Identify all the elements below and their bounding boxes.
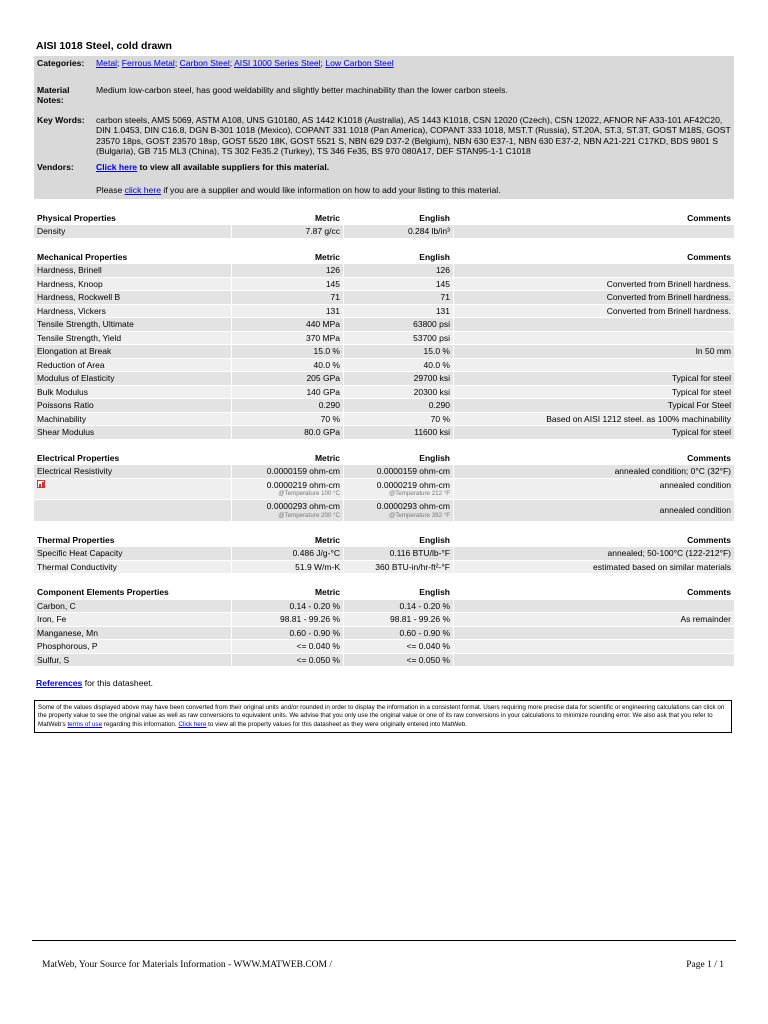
metric-value[interactable]: 145: [231, 278, 343, 291]
info-panel: [34, 56, 734, 199]
table-header: [34, 450, 734, 465]
english-value[interactable]: 0.284 lb/in³: [343, 225, 453, 238]
table-row[interactable]: [34, 278, 734, 291]
english-value[interactable]: 0.0000159 ohm-cm: [343, 465, 453, 478]
footer-divider: [32, 940, 736, 941]
keywords-row: [34, 113, 734, 159]
metric-value[interactable]: 0.290: [231, 399, 343, 412]
metric-value[interactable]: 440 MPa: [231, 318, 343, 331]
english-value[interactable]: 145: [343, 278, 453, 291]
english-header: English: [343, 450, 453, 465]
property-name: Carbon, C: [34, 600, 231, 613]
chart-icon[interactable]: [37, 480, 45, 488]
keywords-text: carbon steels, AMS 5069, ASTM A108, UNS G10180, AS 1442 K1018 (Australia), AS 1443 K1018, CSN 12020 (Czech), CSN 12022, AFNOR NF A33-101 AF42C20, DIN 1.0453, DIN C16.8, DGN B-301 1018 (Mexico), COPANT 331 1018 (Pan America), COPANT 333 1018, MST.T (Russia), ST.20A, ST.3, ST.3T, GOST M18S, GOST 23570 18ps, GOST 23570 18sp, GOST 5520 18K, GOST 5521 S, NBN 629 D37-2 (Belgium), NBN 630 E37-1, NBN 630 E37-2, NBN A21-221 C17KD, BDS 9801 S (Bulgaria), GB 715 ML3 (China), TS 302 Fe35.2 (Turkey), TS 346 Fe35, BS 970 080A17, DEF STAN95-1-1 C1018: [96, 114, 731, 156]
property-name: Specific Heat Capacity: [34, 547, 231, 560]
comment: annealed condition; 0°C (32°F): [453, 465, 734, 478]
metric-value[interactable]: 370 MPa: [231, 332, 343, 345]
table-row[interactable]: [34, 291, 734, 304]
english-value[interactable]: 20300 ksi: [343, 386, 453, 399]
metric-condition: @Temperature 100 °C: [278, 490, 340, 497]
metric-value[interactable]: 98.81 - 99.26 %: [231, 613, 343, 626]
comment: [453, 654, 734, 667]
english-value[interactable]: <= 0.050 %: [343, 654, 453, 667]
metric-value[interactable]: 0.0000219 ohm-cm: [266, 479, 340, 490]
table-header: [34, 249, 734, 264]
english-value[interactable]: <= 0.040 %: [343, 640, 453, 653]
supplier-row: [34, 183, 734, 199]
table-row[interactable]: [34, 264, 734, 277]
table-row[interactable]: [34, 413, 734, 426]
category-link-low-carbon[interactable]: Low Carbon Steel: [325, 58, 394, 68]
english-value[interactable]: 98.81 - 99.26 %: [343, 613, 453, 626]
property-name: Tensile Strength, Ultimate: [34, 318, 231, 331]
metric-header: Metric: [231, 210, 343, 225]
english-value[interactable]: 131: [343, 305, 453, 318]
english-value[interactable]: 40.0 %: [343, 359, 453, 372]
comments-header: Comments: [453, 210, 734, 225]
disclaimer-text-3: to view all the property values for this datasheet as they were originally entered into MatWeb.: [206, 720, 468, 728]
footer-page-number: Page 1 / 1: [686, 960, 724, 970]
english-value[interactable]: 29700 ksi: [343, 372, 453, 385]
vendors-text: to view all available suppliers for this material.: [137, 161, 330, 172]
thermal-properties-table: [34, 531, 734, 575]
comment: annealed; 50-100°C (122-212°F): [453, 547, 734, 560]
footer-source: MatWeb, Your Source for Materials Information - WWW.MATWEB.COM /: [42, 960, 332, 970]
comments-header: Comments: [453, 249, 734, 264]
table-row[interactable]: [34, 600, 734, 613]
metric-value[interactable]: <= 0.050 %: [231, 654, 343, 667]
english-value[interactable]: 53700 psi: [343, 332, 453, 345]
property-name: Phosphorous, P: [34, 640, 231, 653]
property-name: Tensile Strength, Yield: [34, 332, 231, 345]
electrical-properties-table: [34, 449, 734, 522]
property-name: Bulk Modulus: [34, 386, 231, 399]
metric-value[interactable]: 126: [231, 264, 343, 277]
table-header: [34, 584, 734, 599]
comments-header: Comments: [453, 450, 734, 465]
category-link-metal[interactable]: Metal: [96, 58, 118, 68]
property-name: Poissons Ratio: [34, 399, 231, 412]
property-name: Machinability: [34, 413, 231, 426]
english-value[interactable]: 126: [343, 264, 453, 277]
property-name: Hardness, Rockwell B: [34, 291, 231, 304]
table-row[interactable]: [34, 372, 734, 385]
disclaimer-text-1: Some of the values displayed above may have been converted from their original units and/or rounded in order to display the information in a consistent format. Users requiring more precise data for scientific or engineering calculations can click on the property value to see the original value as well as raw conversions to equivalent units. We advise that you only use the original value or one of its raw conversions in your calculations to minimize rounding error. We also ask that you refer to MatWeb's: [38, 704, 725, 728]
comments-header: Comments: [453, 532, 734, 547]
categories-list: Metal; Ferrous Metal; Carbon Steel; AISI 1000 Series Steel; Low Carbon Steel: [96, 58, 394, 68]
disclaimer-text-2: regarding this information.: [102, 720, 179, 728]
english-value[interactable]: 70 %: [343, 413, 453, 426]
table-row[interactable]: [34, 561, 734, 574]
supplier-link[interactable]: click here: [124, 185, 161, 195]
english-header: English: [343, 249, 453, 264]
property-name: Modulus of Elasticity: [34, 372, 231, 385]
table-row[interactable]: [34, 305, 734, 318]
english-value[interactable]: 0.0000219 ohm-cm: [376, 479, 450, 490]
english-value[interactable]: 360 BTU-in/hr-ft²-°F: [343, 561, 453, 574]
category-link-aisi-1000[interactable]: AISI 1000 Series Steel: [234, 58, 321, 68]
section-heading: Physical Properties: [34, 210, 231, 225]
metric-value[interactable]: 131: [231, 305, 343, 318]
property-name: [34, 500, 231, 521]
comment: annealed condition: [453, 500, 734, 521]
physical-properties-table: [34, 209, 734, 239]
references-line: [36, 678, 734, 688]
english-value[interactable]: 0.116 BTU/lb-°F: [343, 547, 453, 560]
comment: [453, 359, 734, 372]
table-header: [34, 532, 734, 547]
comment: Converted from Brinell hardness.: [453, 278, 734, 291]
table-row[interactable]: [34, 359, 734, 372]
comment: Typical for steel: [453, 426, 734, 439]
metric-value[interactable]: 71: [231, 291, 343, 304]
metric-value[interactable]: 15.0 %: [231, 345, 343, 358]
comment: Converted from Brinell hardness.: [453, 305, 734, 318]
original-values-link[interactable]: Click here: [178, 720, 207, 728]
table-row[interactable]: [34, 627, 734, 640]
table-row[interactable]: [34, 399, 734, 412]
notes-label: Material Notes:: [37, 84, 70, 105]
table-row[interactable]: [34, 465, 734, 478]
table-row[interactable]: [34, 547, 734, 560]
categories-label: Categories:: [37, 58, 85, 68]
datasheet: [34, 40, 734, 733]
section-heading: Electrical Properties: [34, 450, 231, 465]
references-link[interactable]: References: [36, 678, 83, 688]
notes-text: Medium low-carbon steel, has good weldability and slightly better machinability than the lower carbon steels.: [96, 84, 508, 95]
table-row[interactable]: [34, 345, 734, 358]
comment: Converted from Brinell hardness.: [453, 291, 734, 304]
english-value[interactable]: 0.14 - 0.20 %: [343, 600, 453, 613]
english-header: English: [343, 210, 453, 225]
metric-condition: @Temperature 200 °C: [278, 511, 340, 519]
table-row[interactable]: [34, 500, 734, 521]
english-value[interactable]: 63800 psi: [343, 318, 453, 331]
keywords-label: Key Words:: [37, 114, 85, 125]
table-row[interactable]: [34, 386, 734, 399]
section-heading: Mechanical Properties: [34, 249, 231, 264]
comment: [453, 318, 734, 331]
notes-row: [34, 83, 734, 108]
references-text: for this datasheet.: [82, 678, 154, 688]
metric-value[interactable]: 7.87 g/cc: [231, 225, 343, 238]
terms-of-use-link[interactable]: terms of use: [67, 720, 103, 728]
table-row[interactable]: [34, 479, 734, 500]
comment: [453, 600, 734, 613]
metric-header: Metric: [231, 249, 343, 264]
metric-value[interactable]: 51.9 W/m-K: [231, 561, 343, 574]
vendors-row: [34, 160, 734, 175]
mechanical-properties-table: [34, 248, 734, 440]
metric-value[interactable]: 0.486 J/g-°C: [231, 547, 343, 560]
metric-value[interactable]: 0.14 - 0.20 %: [231, 600, 343, 613]
property-name: Reduction of Area: [34, 359, 231, 372]
table-row[interactable]: [34, 426, 734, 439]
vendors-label: Vendors:: [37, 161, 74, 172]
property-name: Sulfur, S: [34, 654, 231, 667]
table-row[interactable]: [34, 613, 734, 626]
table-row[interactable]: [34, 640, 734, 653]
comment: [453, 332, 734, 345]
comment: Based on AISI 1212 steel. as 100% machinability: [453, 413, 734, 426]
property-name: Thermal Conductivity: [34, 561, 231, 574]
metric-value[interactable]: 0.0000293 ohm-cm: [266, 501, 340, 511]
metric-value[interactable]: 205 GPa: [231, 372, 343, 385]
categories-row: [34, 56, 734, 71]
english-header: English: [343, 532, 453, 547]
comment: As remainder: [453, 613, 734, 626]
table-row[interactable]: [34, 654, 734, 667]
property-name: Manganese, Mn: [34, 627, 231, 640]
comment: [453, 264, 734, 277]
property-name: Electrical Resistivity: [34, 465, 231, 478]
table-row[interactable]: [34, 332, 734, 345]
page-title: AISI 1018 Steel, cold drawn: [36, 40, 172, 52]
english-header: English: [343, 584, 453, 599]
english-value[interactable]: 0.0000293 ohm-cm: [376, 501, 450, 511]
english-value[interactable]: 11600 ksi: [343, 426, 453, 439]
property-name: Elongation at Break: [34, 345, 231, 358]
property-name: Hardness, Brinell: [34, 264, 231, 277]
property-name: Density: [34, 225, 231, 238]
table-row[interactable]: [34, 225, 734, 238]
metric-value[interactable]: 70 %: [231, 413, 343, 426]
comment: estimated based on similar materials: [453, 561, 734, 574]
english-value[interactable]: 71: [343, 291, 453, 304]
comment: In 50 mm: [453, 345, 734, 358]
metric-header: Metric: [231, 584, 343, 599]
metric-header: Metric: [231, 532, 343, 547]
property-chart-cell: [34, 479, 231, 500]
category-link-carbon-steel[interactable]: Carbon Steel: [179, 58, 230, 68]
vendors-link[interactable]: Click here: [96, 161, 138, 172]
english-condition: @Temperature 392 °F: [388, 511, 450, 519]
property-name: Iron, Fe: [34, 613, 231, 626]
metric-header: Metric: [231, 450, 343, 465]
property-name: Hardness, Knoop: [34, 278, 231, 291]
metric-value[interactable]: 0.0000159 ohm-cm: [231, 465, 343, 478]
metric-value[interactable]: 40.0 %: [231, 359, 343, 372]
comment: Typical For Steel: [453, 399, 734, 412]
comment: [453, 627, 734, 640]
metric-value[interactable]: 140 GPa: [231, 386, 343, 399]
supplier-pre: Please: [96, 185, 125, 195]
table-row[interactable]: [34, 318, 734, 331]
section-heading: Component Elements Properties: [34, 584, 231, 599]
supplier-post: if you are a supplier and would like information on how to add your listing to this material.: [160, 185, 501, 195]
component-elements-table: [34, 583, 734, 667]
section-heading: Thermal Properties: [34, 532, 231, 547]
comment: [453, 225, 734, 238]
category-link-ferrous-metal[interactable]: Ferrous Metal: [121, 58, 175, 68]
comment: Typical for steel: [453, 372, 734, 385]
metric-value[interactable]: <= 0.040 %: [231, 640, 343, 653]
english-value[interactable]: 15.0 %: [343, 345, 453, 358]
property-name: Shear Modulus: [34, 426, 231, 439]
metric-value[interactable]: 0.60 - 0.90 %: [231, 627, 343, 640]
comment: Typical for steel: [453, 386, 734, 399]
comment: annealed condition: [453, 479, 734, 500]
english-value[interactable]: 0.60 - 0.90 %: [343, 627, 453, 640]
disclaimer-box: [34, 700, 732, 733]
table-header: [34, 210, 734, 225]
metric-value[interactable]: 80.0 GPa: [231, 426, 343, 439]
english-condition: @Temperature 212 °F: [388, 490, 450, 497]
property-name: Hardness, Vickers: [34, 305, 231, 318]
comment: [453, 640, 734, 653]
comments-header: Comments: [453, 584, 734, 599]
english-value[interactable]: 0.290: [343, 399, 453, 412]
